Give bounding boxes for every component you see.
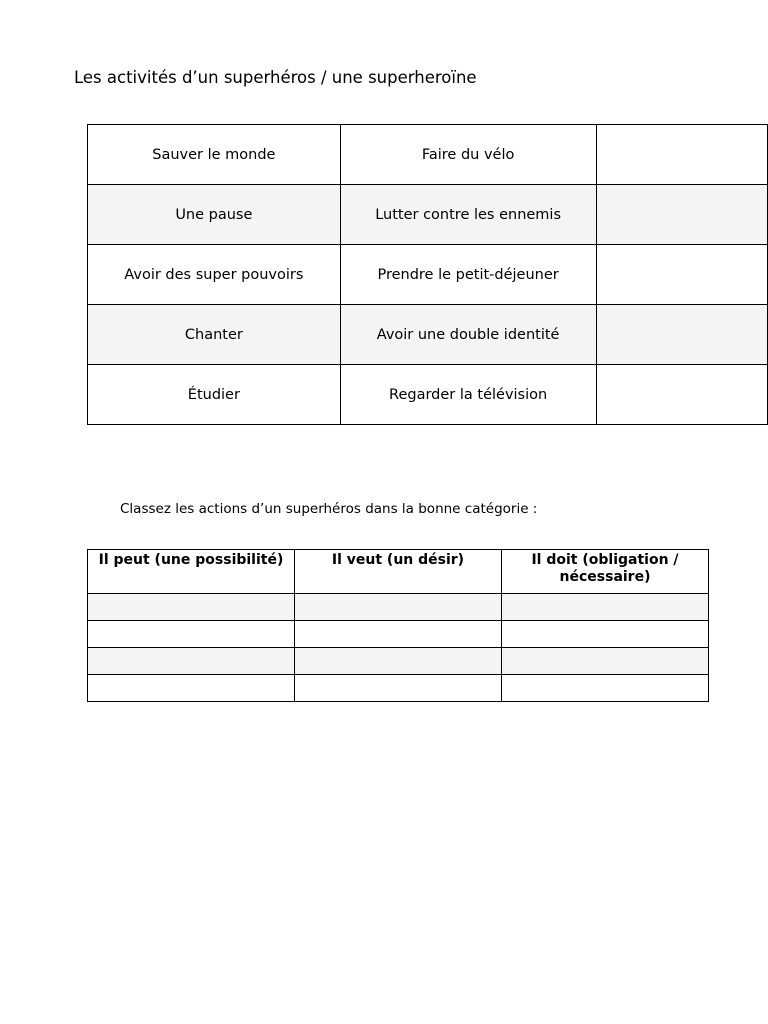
activities-row xyxy=(88,245,768,305)
activity-cell: Regarder la télévision xyxy=(340,365,596,425)
activities-row xyxy=(88,365,768,425)
empty-cell[interactable] xyxy=(295,648,502,675)
instruction-text: Classez les actions d’un superhéros dans la bonne catégorie : xyxy=(120,501,538,517)
page-title: Les activités d’un superhéros / une superheroïne xyxy=(74,68,477,87)
activity-cell: Lutter contre les ennemis xyxy=(340,185,596,245)
classification-row xyxy=(88,675,709,702)
header-il-veut: Il veut (un désir) xyxy=(295,550,502,594)
empty-cell[interactable] xyxy=(295,675,502,702)
classification-table xyxy=(87,549,709,702)
activity-cell: Prendre le petit-déjeuner xyxy=(340,245,596,305)
empty-cell[interactable] xyxy=(295,621,502,648)
empty-cell[interactable] xyxy=(502,594,709,621)
activities-row xyxy=(88,185,768,245)
activities-row xyxy=(88,125,768,185)
empty-cell[interactable] xyxy=(88,594,295,621)
empty-cell[interactable] xyxy=(502,621,709,648)
classification-row xyxy=(88,594,709,621)
empty-cell[interactable] xyxy=(295,594,502,621)
empty-cell[interactable] xyxy=(502,648,709,675)
activity-cell: Avoir des super pouvoirs xyxy=(88,245,341,305)
activity-cell xyxy=(596,185,768,245)
classification-row xyxy=(88,648,709,675)
empty-cell[interactable] xyxy=(88,675,295,702)
activities-table xyxy=(87,124,768,425)
classification-header-row xyxy=(88,550,709,594)
activities-row xyxy=(88,305,768,365)
activity-cell: Avoir une double identité xyxy=(340,305,596,365)
activity-cell: Faire du vélo xyxy=(340,125,596,185)
empty-cell[interactable] xyxy=(88,648,295,675)
header-il-doit: Il doit (obligation / nécessaire) xyxy=(502,550,709,594)
activity-cell: Une pause xyxy=(88,185,341,245)
activity-cell xyxy=(596,305,768,365)
activity-cell xyxy=(596,365,768,425)
activity-cell: Étudier xyxy=(88,365,341,425)
empty-cell[interactable] xyxy=(88,621,295,648)
header-il-peut: Il peut (une possibilité) xyxy=(88,550,295,594)
activity-cell xyxy=(596,245,768,305)
activity-cell: Chanter xyxy=(88,305,341,365)
activity-cell xyxy=(596,125,768,185)
classification-row xyxy=(88,621,709,648)
activity-cell: Sauver le monde xyxy=(88,125,341,185)
empty-cell[interactable] xyxy=(502,675,709,702)
